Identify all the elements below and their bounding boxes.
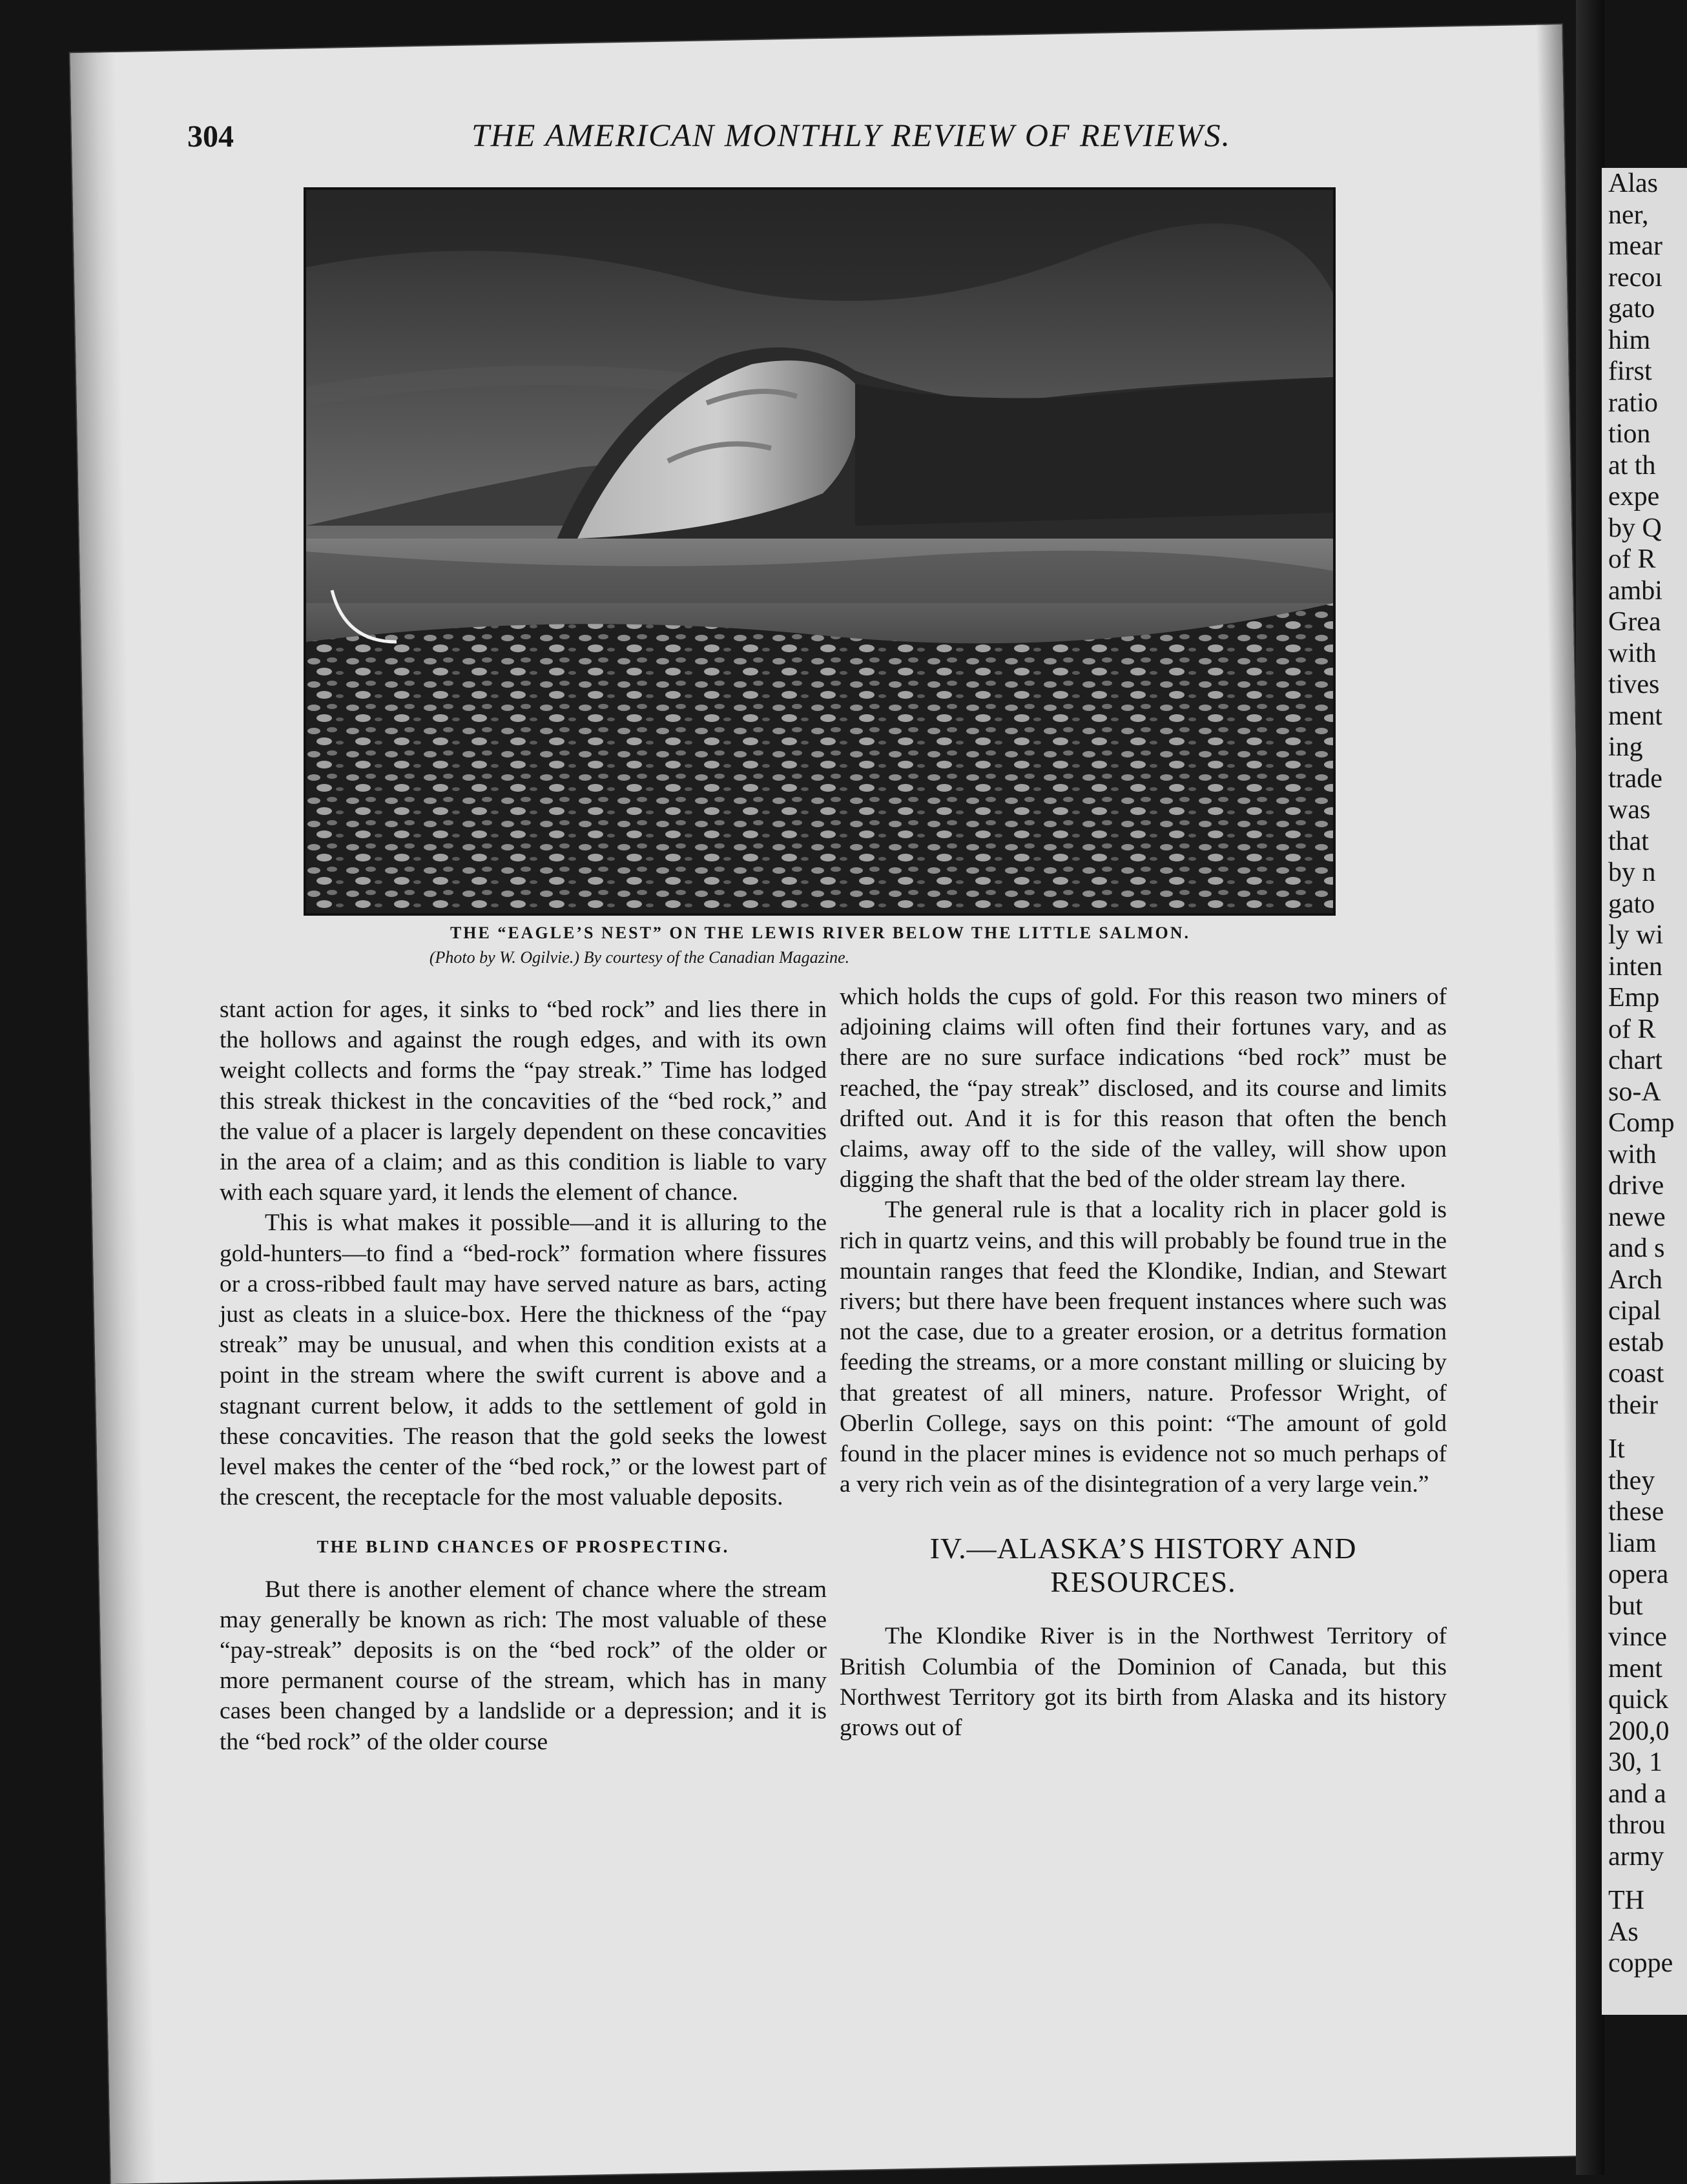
adjacent-page-line: by n [1608,858,1656,887]
adjacent-page-line: liam [1608,1528,1657,1558]
adjacent-page-line: coast [1608,1359,1664,1388]
adjacent-page-line: that [1608,826,1649,856]
adjacent-page-line: was [1608,795,1651,825]
adjacent-page-line: Alas [1608,169,1658,198]
left-column [220,994,827,1757]
section-subheading: THE BLIND CHANCES OF PROSPECTING. [316,1537,730,1557]
paragraph: The Klondike River is in the Northwest Territory of British Columbia of the Dominion of Canada, but this Northwest Territory got its birth from Alaska and its history grows out of [840,1623,1447,1742]
adjacent-page-line: ly wi [1608,920,1664,950]
paragraph: The general rule is that a locality rich in placer gold is rich in quartz veins, and this will probably be found true in the mountain ranges that feed the Klondike, Indian, and Stewart rivers; but there have been frequent instances where such was not the case, due to a greater erosion, or a detritus formation feeding the streams, or a more constant milling or sluicing by that greatest of all miners, nature. Professor Wright, of Oberlin College, says on this point: “The amount of gold found in the placer mines is evidence not so much perhaps of a very rich vein as of the disintegration of a very large vein.” [840,1197,1447,1498]
page-header [187,116,1363,161]
adjacent-page-line: they [1608,1465,1655,1496]
adjacent-page-line: estab [1608,1327,1664,1357]
adjacent-page-line: opera [1608,1560,1669,1589]
adjacent-page-line: ratio [1608,387,1658,418]
adjacent-page-line: coppe [1608,1948,1673,1978]
adjacent-page-line: vince [1608,1622,1667,1652]
adjacent-page-line: gato [1608,889,1655,919]
paragraph: stant action for ages, it sinks to “bed rock” and lies there in the hollows and against the rough edges, and with its own weight collects and forms the “pay streak.” Time has lodged this streak thickest in the concavities of the “bed rock,” and the value of a placer is largely dependent on these concavities in the area of a claim; and as this condition is liable to vary with each square yard, it lends the element of chance. [220,996,827,1206]
adjacent-page-line: Emp [1608,983,1660,1013]
page-edge-shadow [70,52,156,2184]
adjacent-page-line: throu [1608,1810,1666,1840]
adjacent-page-line: of R [1608,544,1656,574]
figure-caption [226,923,1414,967]
adjacent-page [1602,168,1687,2015]
adjacent-page-line: ment [1608,701,1662,731]
adjacent-page-line: Arch [1608,1264,1662,1295]
adjacent-page-line: army [1608,1841,1664,1871]
adjacent-page-line: gato [1608,294,1655,324]
page-number: 304 [187,119,234,154]
adjacent-page-line: but [1608,1591,1643,1621]
adjacent-page-line: ing [1608,732,1643,762]
landscape-photograph [304,187,1336,916]
adjacent-page-line: ment [1608,1653,1662,1684]
section-heading: IV.—ALASKA’S HISTORY AND RESOURCES. [929,1532,1357,1599]
caption-title: THE “EAGLE’S NEST” ON THE LEWIS RIVER BELOW THE LITTLE SALMON. [450,923,1191,942]
adjacent-page-line: and a [1608,1778,1666,1809]
adjacent-page-line: their [1608,1390,1658,1420]
paragraph: This is what makes it possible—and it is alluring to the gold-hunters—to find a “bed-rock” formation where fissures or a cross-ribbed fault may have served nature as bars, acting just as cleats in a sluice-box. Here the thickness of the “pay streak” may be unusual, and when this condition exists at a point in the stream where the swift current is above and a stagnant current below, it adds to the settlement of gold in these concavities. The reason that the gold seeks the lowest level makes the center of the “bed rock,” or the lowest part of the crescent, the receptacle for the most valuable deposits. [220,1210,827,1511]
adjacent-page-line: Comp [1608,1108,1675,1138]
adjacent-page-line: at th [1608,450,1656,480]
adjacent-page-line: As [1608,1917,1639,1947]
photo-illustration [306,190,1333,913]
adjacent-page-line: Grea [1608,607,1661,637]
adjacent-page-line: trade [1608,763,1662,794]
adjacent-page-line: expe [1608,482,1660,511]
adjacent-page-line: him [1608,325,1651,355]
adjacent-page-line: these [1608,1497,1664,1527]
adjacent-page-line: with [1608,638,1657,668]
adjacent-page-line: chart [1608,1046,1662,1075]
adjacent-page-line: 30, 1 [1608,1747,1662,1777]
adjacent-page-line: cipal [1608,1296,1661,1326]
adjacent-page-line: drive [1608,1171,1664,1200]
adjacent-page-line: newe [1608,1202,1666,1232]
caption-credit: (Photo by W. Ogilvie.) By courtesy of the Canadian Magazine. [429,948,850,967]
right-column [840,982,1447,1743]
adjacent-page-line: mear [1608,231,1662,261]
book-spine [1576,0,1604,2175]
paragraph: which holds the cups of gold. For this reason two miners of adjoining claims will often find their fortunes vary, and as there are no sure surface indications “bed rock” must be reached, the “pay streak” disclosed, and its course and limits drifted out. And it is for this reason that often the bench claims, away off to the side of the valley, will show upon digging the shaft that the bed of the older stream lay there. [840,984,1447,1193]
adjacent-page-line: first [1608,356,1652,386]
adjacent-page-line: with [1608,1139,1657,1169]
adjacent-page-line: of R [1608,1014,1656,1044]
adjacent-page-line: ambi [1608,575,1662,606]
adjacent-page-line: inten [1608,951,1662,982]
adjacent-page-line: tion [1608,419,1651,449]
adjacent-page-line: It [1608,1434,1625,1464]
adjacent-page-line: so-A [1608,1077,1661,1107]
adjacent-page-line: ner, [1608,200,1649,230]
adjacent-page-line: tives [1608,670,1660,699]
adjacent-page-line: quick [1608,1685,1669,1715]
adjacent-page-line: 200,0 [1608,1716,1670,1746]
adjacent-page-line: TH [1608,1886,1644,1915]
running-head: THE AMERICAN MONTHLY REVIEW OF REVIEWS. [471,117,1231,153]
adjacent-page-line: by Q [1608,513,1662,543]
adjacent-page-line: and s [1608,1233,1665,1263]
paragraph: But there is another element of chance where the stream may generally be known as rich: The most valuable of these “pay-streak” deposits is on the “bed rock” of the older or more permanent course of the stream, which has in many cases been changed by a landslide or a depression; and it is the “bed rock” of the older course [220,1576,827,1755]
adjacent-page-line: recoı [1608,262,1662,293]
